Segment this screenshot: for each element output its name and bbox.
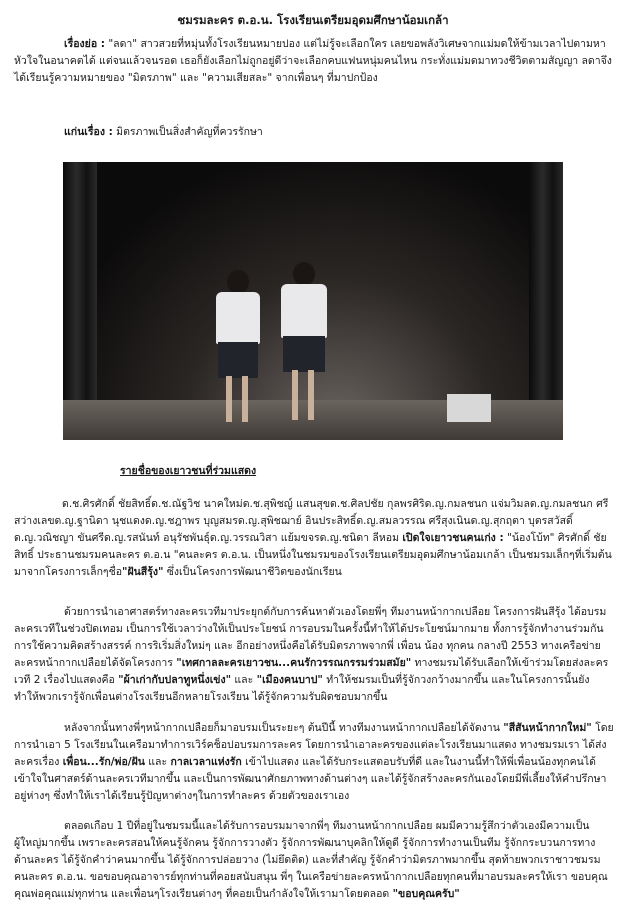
p2-text-c: โดยการนำเอา 5 โรงเรียนในเครือมาทำการเวิร์คช็อปอบรมการละคร โดยการนำเอาละครของแต่ละโรงเรียนมาแสดง ทางชมรมเรา ได้ส่งละครเรื่อง <box>14 722 614 768</box>
right-curtain <box>529 162 563 440</box>
left-curtain <box>63 162 97 440</box>
cast-intro-text: "น้องโบ้ท" ศิรศักดิ์ ชัยสิทธิ์ ประธานชมรมคนละคร ต.อ.น "คนละคร ต.อ.น. เป็นหนึ่งในชมรมของโรงเรียนเตรียมอุดมศึกษาน้อมเกล้า เป็นชมรมเล็กๆที่เริ่มต้นมาจากโครงการเล็กๆชื่อ <box>14 532 612 578</box>
page-title: ชมรมละคร ต.อ.น. โรงเรียนเตรียมอุดมศึกษาน้อมเกล้า <box>177 13 449 27</box>
p1-play-2: "เมืองคนบาป" <box>256 674 323 686</box>
p3-text-a: ตลอดเกือบ 1 ปีที่อยู่ในชมรมนี้และได้รับการอบรมมาจากพี่ๆ ทีมงานหน้ากากเปลือย ผมมีความรู้สึกว่าตัวเองมีความเป็นผู้ใหญ่มากขึ้น เพราะละครสอนให้คนรู้จักคน รู้จักการวางตัว รู้จักการพัฒนาบุคลิกให้ดูดี รู้จักการทำงานเป็นทีม รู้จักกระบวนการทางด้านละคร ได้รู้จักคำว่าคนมากขึ้น ได้รู้จักการปล่อยวาง (ไม่ยึดติด) และที่สำคัญ รู้จักคำว่ามิตรภาพมากขึ้น สุดท้ายพวกเราชาวชมรมคนละคร ต.อ.น. ขอขอบคุณอาจารย์ทุกท่านที่คอยสนับสนุน พี่ๆ ในเครือข่ายละครหน้ากากเปลือยทุกคนที่มาอบรมละครให้เรา ขอบคุณคุณพ่อคุณแม่ทุกท่าน และเพื่อนๆโรงเรียนต่างๆ ที่คอยเป็นกำลังใจให้เรามาโดยตลอด <box>14 820 608 900</box>
p3-thanks: "ขอบคุณครับ" <box>392 888 460 900</box>
cast-intro-text2: ซึ่งเป็นโครงการพัฒนาชีวิตของนักเรียน <box>163 566 342 578</box>
paragraph-2 <box>14 720 614 805</box>
p1-text-e: และ <box>231 674 257 686</box>
paragraph-3 <box>14 818 614 903</box>
synopsis-label: เรื่องย่อ : <box>64 38 105 50</box>
stage-box <box>447 394 491 422</box>
p1-text-a: ด้วยการนำเอาศาสตร์ทางละครเวทีมาประยุกต์กับการค้นหาตัวเองโดยพี่ๆ ทีมงานหน้ากากเปลือย โครงการฝันสีรุ้ง ได้อบรมละครเวทีในช่วงปิดเทอม เป็นการใช้เวลาว่างให้เป็นประโยชน์ การอบรมในครั้งนี้ทำให้ได้ประโยชน์มากมาย ทั้งการรู้จักทำงานร่วมกัน การใช้ความคิดสร้างสรรค์ การริเริ่มสิ่งใหม่ๆ และ อีกอย่างหนึ่งคือได้รับมิตรภาพจากพี่ เพื่อน น้อง ทุกคน กลางปี 2553 ทางเครือข่ายละครหน้ากากเปลือยได้จัดโครงการ <box>14 606 607 669</box>
theme-text: มิตรภาพเป็นสิ่งสำคัญที่ควรรักษา <box>112 126 263 138</box>
performer-left <box>208 270 268 440</box>
p2-text-e: และ <box>144 756 171 768</box>
performer-right <box>273 262 335 440</box>
p1-play-1: "ผ้าเก่ากับปลาทูหนึ่งเข่ง" <box>118 674 232 686</box>
synopsis-paragraph <box>14 36 614 87</box>
synopsis-text: "ลดา" สาวสวยที่หมุ่นทั้งโรงเรียนหมายปอง แต่ไม่รู้จะเลือกใคร เลยขอพลังวิเศษจากแม่มดให้ข้ามเวลาไปตามหาหัวใจในอนาคตได้ แต่จนแล้วจนรอด เธอก็ยังเลือกไม่ถูกอยู่ดีว่าจะเลือกคบแฟนหนุ่มคนไหน กระทั่งแม่มดมาทวงชีวิตตามสัญญา ลดาจึงได้เรียนรู้ความหมายของ "มิตรภาพ" และ "ความเสียสละ" จากเพื่อนๆ ที่มาปกป้อง <box>14 38 612 84</box>
theme-paragraph <box>14 124 614 141</box>
project-name: "ฝันสีรุ้ง" <box>122 566 164 578</box>
cast-list: ด.ช.ศิรศักดิ์ ชัยสิทธิ์ด.ช.ณัฐวิช นาคใหม่ด.ช.สุพิชญ์ แสนสุขด.ช.ศิลปชัย กุลพรศิริด.ญ.กมลชนก แจ่มวิมลด.ญ.กมลชนก ศรีสว่างเลขด.ญ.ฐานิดา นุชแดงด.ญ.ชฎาพร บุญสมรด.ญ.สุพิชฌาย์ อินประสิทธิ์ด.ญ.สมลวรรณ ศรีสุงเนินด.ญ.สุกฤตา บุตรสวัสดิ์ด.ญ.วณิชญา ขันศรีด.ญ.รสนันท์ อนุรัชพันธุ์ด.ญ.วรรณวิสา แย้มขจรด.ญ.ชนิดา ลีหอม <box>14 498 609 544</box>
p1-text-c: ทางชมรมได้รับเลือกให้เข้าร่วมโดยส่งละครเวที 2 เรื่องไปแสดงคือ <box>14 657 609 686</box>
paragraph-1 <box>14 604 614 706</box>
cast-heading: รายชื่อของเยาวชนที่ร่วมแสดง <box>120 465 257 477</box>
cast-intro-label: เปิดใจเยาวชนคนเก่ง : <box>402 532 504 544</box>
p2-text-a: หลังจากนั้นทางพี่ๆหน้ากากเปลือยก็มาอบรมเป็นระยะๆ ต้นปีนี้ ทางทีมงานหน้ากากเปลือยได้จัดงาน <box>64 722 504 734</box>
p2-play-1: เพื่อน...รัก/พ่อ/ฝัน <box>62 756 145 768</box>
p2-play-2: กาลเวลาแห่งรัก <box>170 756 242 768</box>
performance-video[interactable] <box>63 162 563 440</box>
p1-festival: "เทศกาลละครเยาวชน...คนรักวรรณกรรมร่วมสมัย" <box>176 657 412 669</box>
theme-label: แก่นเรื่อง : <box>64 126 113 138</box>
p1-text-g: ทำให้ชมรมเป็นที่รู้จักวงกว้างมากขึ้น และในโครงการนั้นยังทำให้พวกเรารู้จักเพื่อนต่างโรงเรียนอีกหลายโรงเรียน ได้รู้จักความรับผิดชอบมากขึ้น <box>14 674 590 703</box>
cast-paragraph <box>14 496 614 581</box>
p2-text-g: เข้าไปแสดง และได้รับกระแสตอบรับที่ดี และในงานนี้ทำให้พี่เพื่อนน้องทุกคนได้เข้าใจในศาสตร์ด้านละครเวทีมากขึ้น และเป็นการพัฒนาศักยภาพทางด้านต่างๆ และได้รู้จักสร้างละครกันเองโดยมีพี่เลี้ยงให้คำปรึกษาอยู่ห่างๆ ซึ่งทำให้เราได้เรียนรู้ปัญหาต่างๆในการทำละคร ด้วยตัวของเราเอง <box>14 756 607 802</box>
p2-event: "สีสันหน้ากากใหม่" <box>503 722 592 734</box>
